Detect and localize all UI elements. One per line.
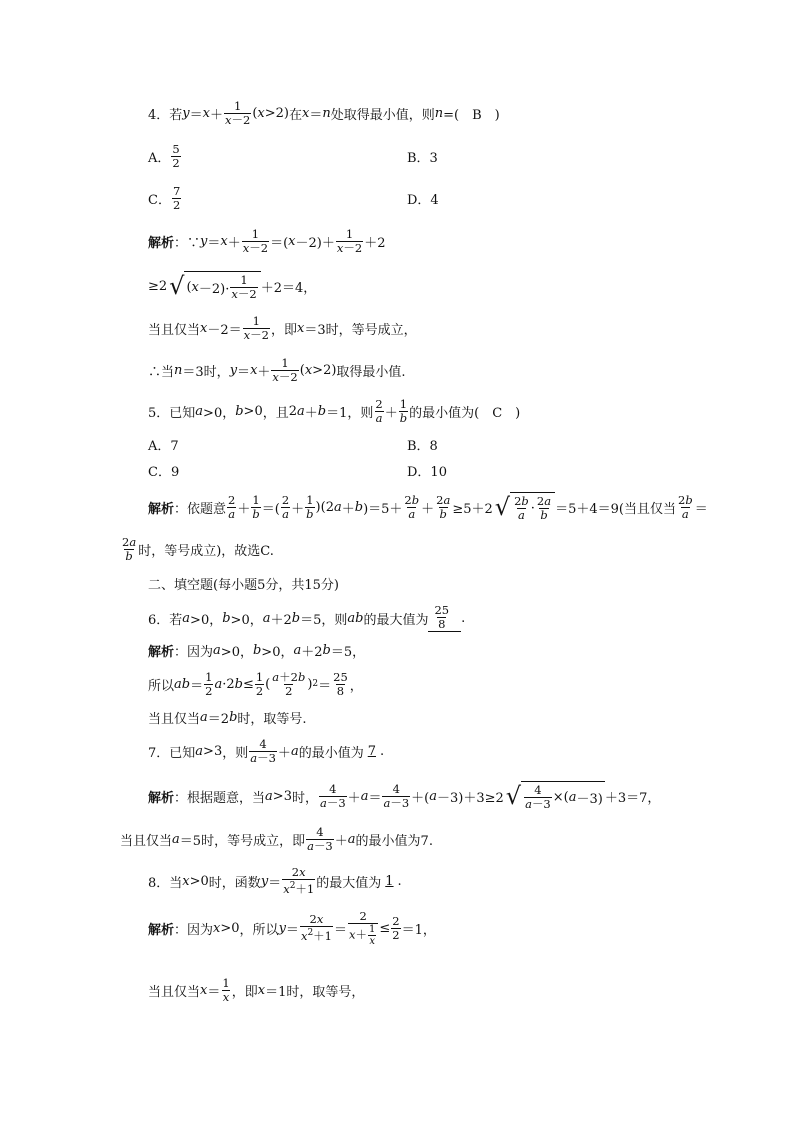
q8-stem: 8．当 x >0 时，函数 y ＝ $\frac{2x}{x^2+1}$ 的最大值为 1 . (148, 865, 402, 896)
section-heading: 二、填空题(每小题5分，共15分) (148, 577, 339, 593)
q5-solution-line2: $\frac{2a}{b}$ 时，等号成立)，故选C. (122, 534, 274, 563)
q8-solution-line2: 当且仅当 x ＝ $\frac{1}{x}$ ，即 x ＝1 时，取等号， (148, 975, 365, 1004)
q4-solution-line1: 解析 ：∵ y ＝ x ＋ $\frac{1}{x-2}$ ＝( x －2)＋ $\frac{1}{x-2}$ ＋2 (148, 226, 386, 255)
q5-stem: 5．已知 a >0， b >0 ，且 2 a ＋ b ＝1 ，则 $\frac{2}{a}$ ＋ $\frac{1}{b}$ 的最小值为( C ) (148, 396, 521, 425)
q4-option-b: B．3 (407, 150, 438, 166)
q6-solution-line3: 当且仅当 a ＝2 b 时，取等号. (148, 709, 307, 727)
q4-solution-line2: ≥2 √ ( x －2)· $\frac{1}{x-2}$ ＋2＝4， (148, 272, 317, 301)
q4-option-a: A． $\frac{5}{2}$ (148, 141, 180, 170)
q4-solution-line4: ∴当 n ＝3 时， y ＝ x ＋ $\frac{1}{x-2}$ ( x >2) 取得最小值. (148, 355, 406, 384)
q8-solution-line1: 解析 ：因为 x >0 ，所以 y ＝ $\frac{2x}{x^2+1}$ ＝ 2 x＋ $\frac{1}{x}$ ≤ $\frac{2}{2}$ ＝1， (148, 908, 436, 947)
q6-stem: 6．若 a >0， b >0， a ＋2 b ＝5 ，则 ab 的最大值为 $\frac{25}{8}$ . (148, 603, 466, 631)
q7-solution-line1: 解析 ：根据题意，当 a >3 时， $\frac{4}{a-3}$ ＋ a ＝ $\frac{4}{a-3}$ ＋( a －3)＋3≥2 √ $\frac{4}{a-3}$ ×( a －3) ＋3＝7， (148, 781, 661, 811)
q4-option-d: D．4 (407, 192, 439, 208)
q5-solution-line1: 解析 ：依题意 $\frac{2}{a}$ ＋ $\frac{1}{b}$ ＝( $\frac{2}{a}$ ＋ $\frac{1}{b}$ )(2 a ＋ b )＝5＋ $\frac{2b}{a}$ ＋ $\frac{2a}{b}$ ≥5＋2 √ $\frac{2b}{a}$ · $\frac{2a}{b}$ ＝5＋4＝9 (当且仅当 $\frac{2b}{a}$ ＝ (148, 492, 708, 522)
q6-solution-line2: 所以 ab ＝ $\frac{1}{2}$ a ·2 b ≤ $\frac{1}{2}$ ( $\frac{a+2b}{2}$ ) 2 ＝ $\frac{25}{8}$ ， (148, 669, 363, 698)
q4-option-c: C． $\frac{7}{2}$ (148, 183, 181, 212)
q7-solution-line2: 当且仅当 a ＝5 时，等号成立，即 $\frac{4}{a-3}$ ＋ a 的最小值为7. (120, 824, 433, 853)
q5-option-a: A．7 (148, 438, 179, 454)
q5-option-b: B．8 (407, 438, 438, 454)
q4-stem: 4．若 y ＝ x ＋ $\frac{1}{x-2}$ ( x >2) 在 x ＝ n 处取得最小值，则 n =( B ) (148, 98, 500, 127)
q6-solution-line1: 解析 ：因为 a >0， b >0， a ＋2 b ＝5， (148, 642, 366, 660)
q5-option-d: D．10 (407, 464, 447, 480)
q5-option-c: C．9 (148, 464, 180, 480)
q4-solution-line3: 当且仅当 x －2＝ $\frac{1}{x-2}$ ，即 x ＝3 时，等号成立， (148, 313, 417, 342)
q7-stem: 7．已知 a >3 ，则 $\frac{4}{a-3}$ ＋ a 的最小值为 7 . (148, 736, 385, 765)
